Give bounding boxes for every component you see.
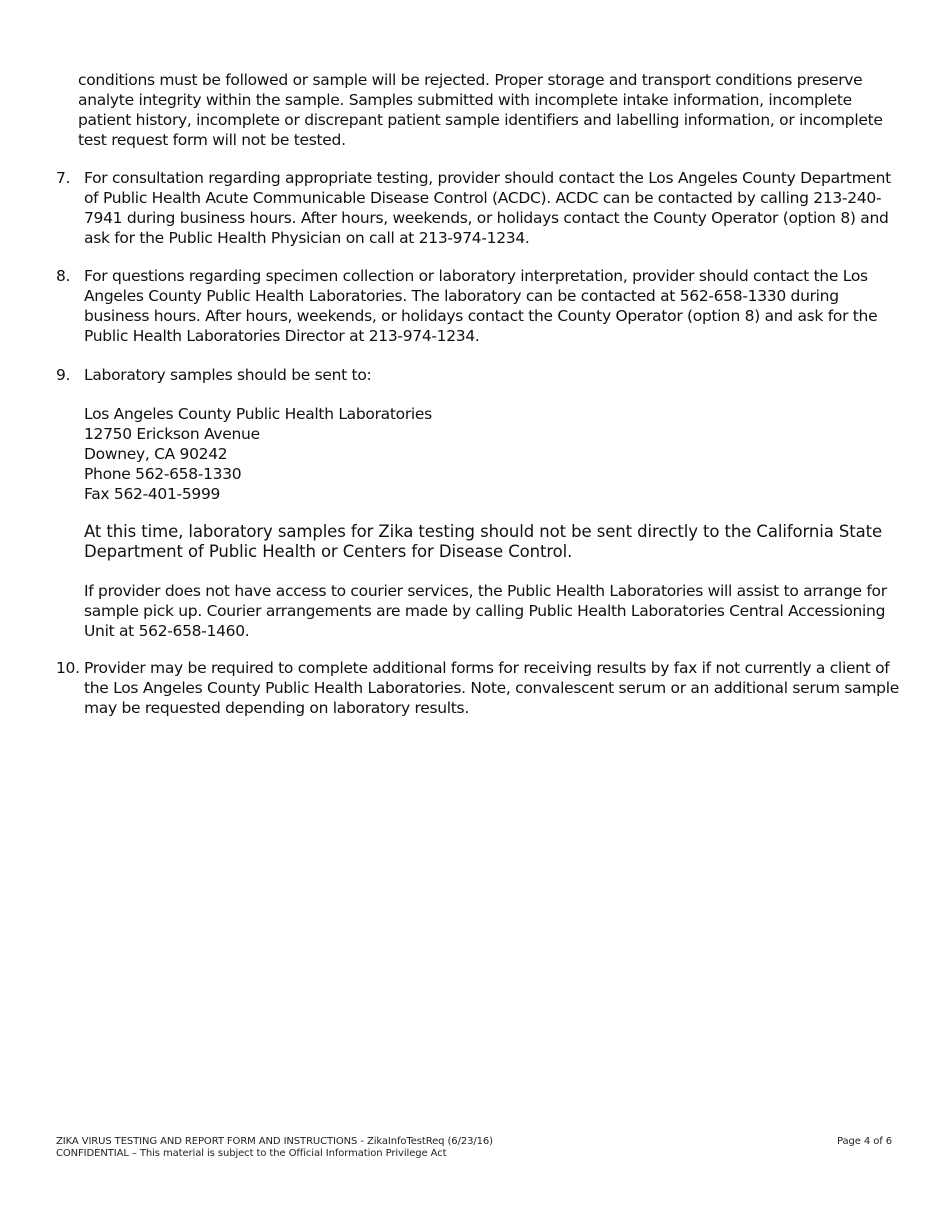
address-street: 12750 Erickson Avenue — [84, 425, 260, 443]
list-number: 7. — [56, 169, 71, 187]
lab-address — [84, 404, 901, 504]
list-item-7 — [56, 168, 901, 248]
list-item-text: Laboratory samples should be sent to: — [84, 366, 372, 384]
footer-form-title: ZIKA VIRUS TESTING AND REPORT FORM AND INSTRUCTIONS - ZikaInfoTestReq (6/23/16) — [56, 1136, 493, 1147]
continuation-paragraph: conditions must be followed or sample will be rejected. Proper storage and transport conditions preserve analyte integrity within the sample. Samples submitted with incomplete intake information, incomplete patient history, incomplete or discrepant patient sample identifiers and labelling information, or incomplete test request form will not be tested. — [78, 71, 883, 149]
list-item-text: For questions regarding specimen collection or laboratory interpretation, provider should contact the Los Angeles County Public Health Laboratories. The laboratory can be contacted at 562-658-1330 during business hours. After hours, weekends, or holidays contact the County Operator (option 8) and ask for the Public Health Laboratories Director at 213-974-1234. — [84, 267, 878, 345]
list-number: 9. — [56, 366, 71, 384]
address-fax: Fax 562-401-5999 — [84, 485, 221, 503]
address-city: Downey, CA 90242 — [84, 445, 228, 463]
list-item-text: For consultation regarding appropriate testing, provider should contact the Los Angeles County Department of Public Health Acute Communicable Disease Control (ACDC). ACDC can be contacted by calling 213-240-7941 during business hours. After hours, weekends, or holidays contact the County Operator (option 8) and ask for the Public Health Physician on call at 213-974-1234. — [84, 169, 891, 247]
footer-confidential: CONFIDENTIAL – This material is subject to the Official Information Privilege Act — [56, 1148, 447, 1159]
address-phone: Phone 562-658-1330 — [84, 465, 242, 483]
list-item-9 — [56, 365, 901, 641]
list-item-8 — [56, 266, 901, 346]
page-number: Page 4 of 6 — [836, 1136, 892, 1147]
list-item-10 — [56, 658, 901, 718]
page-footer — [56, 1136, 892, 1160]
list-number: 8. — [56, 267, 71, 285]
list-number: 10. — [56, 659, 80, 677]
address-name: Los Angeles County Public Health Laboratories — [84, 405, 432, 423]
courier-paragraph: If provider does not have access to courier services, the Public Health Laboratories will assist to arrange for sample pick up. Courier arrangements are made by calling Public Health Laboratories Central Accessioning Unit at 562-658-1460. — [84, 582, 887, 640]
list-item-text: Provider may be required to complete additional forms for receiving results by fax if not currently a client of the Los Angeles County Public Health Laboratories. Note, convalescent serum or an additional serum sample may be requested depending on laboratory results. — [84, 659, 899, 717]
zika-notice: At this time, laboratory samples for Zika testing should not be sent directly to the California State Department of Public Health or Centers for Disease Control. — [84, 522, 883, 561]
